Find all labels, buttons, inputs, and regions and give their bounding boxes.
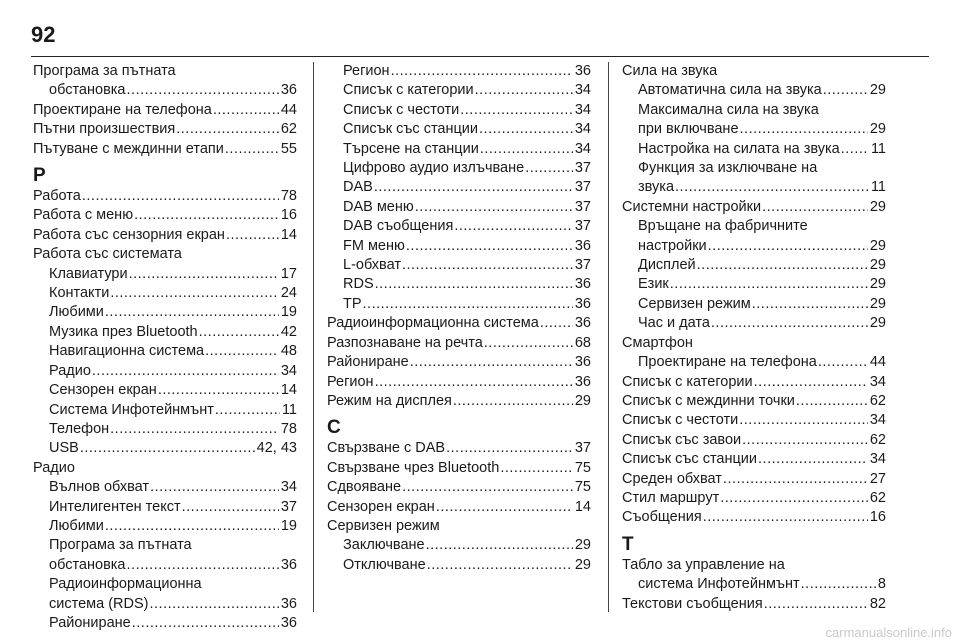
- index-entry-label: Навигационна система: [49, 343, 205, 360]
- index-entry-label: Свързване с DAB: [327, 440, 446, 457]
- index-entry-page: 34: [869, 373, 886, 390]
- index-entry-label: Списък с честоти: [343, 101, 460, 118]
- index-entry-page: 36: [574, 237, 591, 254]
- index-entry[interactable]: [622, 275, 886, 294]
- dot-leader: [474, 81, 573, 100]
- index-entry[interactable]: [327, 459, 591, 478]
- index-entry-page: 16: [869, 509, 886, 526]
- index-entry[interactable]: [622, 575, 886, 594]
- index-entry-page: 42, 43: [256, 440, 297, 457]
- index-column-1: [33, 62, 297, 633]
- index-entry-page: 36: [574, 63, 591, 79]
- index-entry-label: система Инфотейнмънт: [638, 576, 800, 593]
- index-entry-label: Час и дата: [638, 315, 710, 332]
- dot-leader: [524, 159, 573, 178]
- dot-leader: [702, 508, 868, 527]
- index-entry-page: 78: [280, 420, 297, 437]
- index-entry-label: Автоматична сила на звука: [638, 82, 822, 99]
- index-entry-label: DAB съобщения: [343, 218, 454, 235]
- dot-leader: [79, 439, 255, 458]
- index-entry-label: FM меню: [343, 237, 405, 254]
- index-entry[interactable]: [622, 470, 886, 489]
- dot-leader: [414, 198, 573, 217]
- index-entry-page: 36: [574, 276, 591, 293]
- dot-leader: [149, 478, 279, 497]
- dot-leader: [225, 226, 279, 245]
- index-entry-page: 62: [280, 121, 297, 138]
- index-entry-page: 14: [574, 498, 591, 515]
- index-column-3: [622, 62, 886, 614]
- dot-leader: [109, 284, 279, 303]
- index-entry-label: Контакти: [49, 285, 110, 302]
- index-entry[interactable]: [327, 159, 591, 178]
- index-entry[interactable]: [327, 275, 591, 294]
- index-entry[interactable]: [327, 120, 591, 139]
- index-entry-text: Табло за управление на: [622, 556, 785, 573]
- index-entry[interactable]: [327, 178, 591, 197]
- index-entry-label: Проектиране на телефона: [638, 354, 817, 371]
- dot-leader: [405, 237, 573, 256]
- dot-leader: [224, 140, 279, 159]
- dot-leader: [374, 275, 573, 294]
- index-entry-label: Стил маршрут: [622, 489, 720, 506]
- index-entry[interactable]: [327, 62, 591, 81]
- index-entry-text: Максимална сила на звука: [638, 101, 819, 118]
- index-entry-label: звука: [638, 179, 675, 196]
- index-entry[interactable]: [622, 120, 886, 139]
- index-entry-page: 8: [877, 576, 886, 593]
- dot-leader: [204, 342, 279, 361]
- index-entry-label: Списък с категории: [343, 82, 474, 99]
- index-entry-page: 68: [574, 334, 591, 351]
- dot-leader: [445, 439, 573, 458]
- index-entry-page: 29: [869, 82, 886, 99]
- index-entry-label: Любими: [49, 517, 104, 534]
- index-entry[interactable]: [622, 256, 886, 275]
- index-entry-label: Списък с междинни точки: [622, 392, 795, 409]
- index-entry-page: 37: [574, 160, 591, 177]
- index-entry-text: Функция за изключване на: [638, 160, 818, 177]
- index-entry-label: L-обхват: [343, 257, 401, 274]
- column-divider: [608, 62, 609, 612]
- index-entry-label: Списък със станции: [622, 451, 758, 468]
- index-entry-text: Радио: [33, 459, 75, 476]
- index-entry-label: USB: [49, 440, 79, 457]
- index-entry-page: 44: [280, 101, 297, 118]
- watermark-logo: carmanualsonline.info: [825, 625, 952, 640]
- index-entry-page: 37: [574, 179, 591, 196]
- index-entry[interactable]: [622, 392, 886, 411]
- index-entry-label: Списък със завои: [622, 431, 742, 448]
- index-entry-text: Сила на звука: [622, 63, 718, 79]
- index-entry[interactable]: [327, 81, 591, 100]
- index-entry-label: Среден обхват: [622, 470, 722, 487]
- index-entry-page: 42: [280, 323, 297, 340]
- index-entry[interactable]: [327, 373, 591, 392]
- index-entry[interactable]: [327, 237, 591, 256]
- dot-leader: [763, 595, 868, 614]
- index-entry[interactable]: [622, 595, 886, 614]
- dot-leader: [373, 178, 573, 197]
- index-entry-label: Списък с честоти: [622, 412, 739, 429]
- index-entry[interactable]: [327, 140, 591, 159]
- index-entry[interactable]: [33, 303, 297, 322]
- index-entry[interactable]: [622, 295, 886, 314]
- index-entry-page: 55: [280, 140, 297, 157]
- index-entry-text: Програма за пътната: [49, 537, 192, 554]
- index-entry-label: Клавиатури: [49, 265, 128, 282]
- index-entry-page: 27: [869, 470, 886, 487]
- index-entry-page: 14: [280, 382, 297, 399]
- index-entry-label: Телефон: [49, 420, 110, 437]
- index-entry-label: DAB меню: [343, 198, 414, 215]
- index-entry-page: 36: [574, 373, 591, 390]
- index-entry-page: 48: [280, 343, 297, 360]
- index-entry-label: Свързване чрез Bluetooth: [327, 459, 500, 476]
- index-entry-label: Интелигентен текст: [49, 498, 181, 515]
- index-entry[interactable]: [622, 198, 886, 217]
- index-entry[interactable]: [33, 478, 297, 497]
- index-entry-label: Съобщения: [622, 509, 702, 526]
- index-entry-label: Музика през Bluetooth: [49, 323, 198, 340]
- index-entry[interactable]: [327, 256, 591, 275]
- index-entry-page: 36: [574, 354, 591, 371]
- index-entry[interactable]: [33, 517, 297, 536]
- index-entry-label: Системни настройки: [622, 198, 762, 215]
- index-entry[interactable]: [622, 450, 886, 469]
- index-entry-page: 34: [574, 82, 591, 99]
- index-entry-page: 37: [574, 440, 591, 457]
- index-entry-label: Дисплей: [638, 257, 696, 274]
- index-entry[interactable]: [33, 140, 297, 159]
- index-entry[interactable]: [33, 381, 297, 400]
- index-entry[interactable]: [622, 314, 886, 333]
- dot-leader: [198, 323, 279, 342]
- index-entry-page: 19: [280, 304, 297, 321]
- index-entry[interactable]: [622, 140, 886, 159]
- dot-leader: [483, 334, 573, 353]
- index-entry-label: Радио: [49, 362, 91, 379]
- index-entry[interactable]: [622, 353, 886, 372]
- index-entry[interactable]: [327, 353, 591, 372]
- index-entry-page: 75: [574, 479, 591, 496]
- dot-leader: [707, 237, 868, 256]
- dot-leader: [499, 459, 573, 478]
- dot-leader: [435, 498, 573, 517]
- index-entry-label: настройки: [638, 237, 707, 254]
- index-entry-page: 36: [280, 556, 297, 573]
- index-entry[interactable]: [33, 401, 297, 420]
- index-letter-heading: С: [327, 417, 341, 439]
- index-entry-text: Сервизен режим: [327, 517, 440, 534]
- dot-leader: [131, 614, 279, 633]
- index-entry-page: 29: [869, 315, 886, 332]
- index-entry-label: Сдвояване: [327, 479, 402, 496]
- dot-leader: [453, 217, 573, 236]
- index-entry-page: 29: [574, 537, 591, 554]
- dot-leader: [738, 411, 868, 430]
- index-entry-label: Пътуване с междинни етапи: [33, 140, 224, 157]
- index-letter-heading: Р: [33, 165, 46, 187]
- index-entry-page: 36: [574, 295, 591, 312]
- dot-leader: [390, 62, 573, 81]
- index-entry-page: 24: [280, 285, 297, 302]
- index-entry-page: 34: [280, 362, 297, 379]
- index-entry-page: 36: [280, 595, 297, 612]
- index-entry-label: Сензорен екран: [327, 498, 435, 515]
- dot-leader: [800, 575, 876, 594]
- dot-leader: [795, 392, 868, 411]
- index-entry[interactable]: [33, 81, 297, 100]
- dot-leader: [401, 256, 573, 275]
- dot-leader: [452, 392, 573, 411]
- index-entry-page: 36: [280, 614, 297, 631]
- index-entry-page: 29: [869, 121, 886, 138]
- dot-leader: [181, 498, 279, 517]
- index-entry-page: 34: [869, 412, 886, 429]
- dot-leader: [722, 470, 868, 489]
- index-entry[interactable]: [33, 420, 297, 439]
- dot-leader: [459, 101, 573, 120]
- dot-leader: [719, 489, 868, 508]
- dot-leader: [148, 595, 278, 614]
- index-letter-heading: Т: [622, 533, 634, 555]
- index-entry[interactable]: [327, 536, 591, 555]
- index-entry-page: 34: [574, 101, 591, 118]
- index-entry-page: 29: [869, 295, 886, 312]
- index-entry-label: Търсене на станции: [343, 140, 479, 157]
- index-entry-label: Език: [638, 276, 669, 293]
- index-entry[interactable]: [622, 508, 886, 527]
- dot-leader: [757, 450, 868, 469]
- dot-leader: [126, 81, 279, 100]
- index-entry[interactable]: [327, 439, 591, 458]
- index-entry-page: 16: [280, 207, 297, 224]
- dot-leader: [741, 431, 868, 450]
- index-entry-label: Списък с категории: [622, 373, 753, 390]
- dot-leader: [409, 353, 573, 372]
- index-entry[interactable]: [327, 217, 591, 236]
- index-entry-label: Работа: [33, 188, 81, 205]
- index-entry-label: Работа с меню: [33, 207, 134, 224]
- index-entry-page: 29: [869, 198, 886, 215]
- index-entry-page: 34: [280, 479, 297, 496]
- page-number: 92: [31, 22, 56, 47]
- dot-leader: [674, 178, 869, 197]
- index-entry[interactable]: [327, 295, 591, 314]
- index-entry[interactable]: [622, 178, 886, 197]
- index-entry-page: 29: [869, 237, 886, 254]
- index-entry[interactable]: [327, 556, 591, 575]
- dot-leader: [81, 187, 279, 206]
- index-entry-label: обстановка: [49, 82, 126, 99]
- index-entry-label: Система Инфотейнмънт: [49, 401, 214, 418]
- index-entry-page: 34: [574, 121, 591, 138]
- dot-leader: [539, 314, 573, 333]
- index-entry[interactable]: [33, 265, 297, 284]
- index-entry-label: Списък със станции: [343, 121, 479, 138]
- index-entry-page: 37: [574, 198, 591, 215]
- index-entry-page: 29: [574, 556, 591, 573]
- index-entry[interactable]: [33, 342, 297, 361]
- dot-leader: [696, 256, 868, 275]
- index-column-2: [327, 62, 591, 575]
- index-entry-page: 11: [870, 140, 886, 157]
- index-entry-page: 36: [574, 315, 591, 332]
- index-entry-page: 37: [280, 498, 297, 515]
- index-entry[interactable]: [33, 187, 297, 206]
- index-entry-page: 37: [574, 218, 591, 235]
- index-entry-label: Работа със сензорния екран: [33, 226, 225, 243]
- index-entry[interactable]: [33, 284, 297, 303]
- index-entry-label: Райониране: [327, 354, 409, 371]
- index-entry[interactable]: [33, 323, 297, 342]
- dot-leader: [126, 556, 279, 575]
- index-entry-page: 19: [280, 517, 297, 534]
- index-entry-label: Настройка на силата на звука: [638, 140, 840, 157]
- dot-leader: [425, 536, 573, 555]
- dot-leader: [761, 198, 868, 217]
- index-entry-label: RDS: [343, 276, 374, 293]
- index-entry-text: Връщане на фабричните: [638, 218, 808, 235]
- index-entry-label: Радиоинформационна система: [327, 315, 539, 332]
- index-entry-text: Смартфон: [622, 334, 693, 351]
- index-entry-page: 36: [280, 82, 297, 99]
- index-entry-label: Заключване: [343, 537, 425, 554]
- dot-leader: [840, 140, 869, 159]
- dot-leader: [426, 556, 573, 575]
- dot-leader: [104, 517, 279, 536]
- index-entry[interactable]: [622, 489, 886, 508]
- index-entry[interactable]: [33, 206, 297, 225]
- dot-leader: [133, 206, 279, 225]
- dot-leader: [128, 265, 279, 284]
- index-entry-page: 29: [869, 257, 886, 274]
- index-entry[interactable]: [622, 237, 886, 256]
- index-entry[interactable]: [622, 373, 886, 392]
- index-entry-label: Вълнов обхват: [49, 479, 150, 496]
- index-entry-label: Отключване: [343, 556, 426, 573]
- index-entry-page: 82: [869, 595, 886, 612]
- dot-leader: [478, 120, 573, 139]
- index-entry[interactable]: [622, 411, 886, 430]
- index-entry[interactable]: [327, 334, 591, 353]
- index-entry[interactable]: [327, 314, 591, 333]
- index-entry-page: 75: [574, 459, 591, 476]
- index-entry-label: DAB: [343, 179, 373, 196]
- dot-leader: [214, 401, 280, 420]
- index-entry-text: Работа със системата: [33, 246, 182, 263]
- index-entry-page: 11: [870, 179, 886, 196]
- index-entry-label: Цифрово аудио излъчване: [343, 160, 525, 177]
- index-entry[interactable]: [33, 226, 297, 245]
- index-entry-page: 11: [281, 401, 297, 418]
- dot-leader: [175, 120, 279, 139]
- index-entry-page: 62: [869, 489, 886, 506]
- index-entry[interactable]: [622, 81, 886, 100]
- index-entry-label: Любими: [49, 304, 104, 321]
- index-entry-page: 44: [869, 354, 886, 371]
- index-entry-label: при включване: [638, 121, 739, 138]
- index-entry-label: обстановка: [49, 556, 126, 573]
- index-entry-page: 29: [869, 276, 886, 293]
- index-entry[interactable]: [33, 362, 297, 381]
- index-entry[interactable]: [327, 478, 591, 497]
- dot-leader: [212, 101, 279, 120]
- index-entry-label: Регион: [327, 373, 374, 390]
- index-entry-label: Разпознаване на речта: [327, 334, 483, 351]
- index-entry-label: Режим на дисплея: [327, 392, 452, 409]
- index-entry-page: 29: [574, 392, 591, 409]
- index-entry-page: 78: [280, 188, 297, 205]
- dot-leader: [739, 120, 868, 139]
- index-entry[interactable]: [33, 556, 297, 575]
- dot-leader: [751, 295, 868, 314]
- index-entry-page: 37: [574, 257, 591, 274]
- dot-leader: [753, 373, 868, 392]
- index-entry[interactable]: [33, 498, 297, 517]
- index-entry-text: Радиоинформационна: [49, 576, 202, 593]
- index-entry-text: Програма за пътната: [33, 63, 176, 79]
- index-entry[interactable]: [33, 101, 297, 120]
- index-entry-label: Сервизен режим: [638, 295, 751, 312]
- index-entry-label: Пътни произшествия: [33, 121, 176, 138]
- index-entry[interactable]: [33, 439, 297, 458]
- index-entry[interactable]: [327, 392, 591, 411]
- index-entry-label: система (RDS): [49, 595, 149, 612]
- index-entry-page: 17: [280, 265, 297, 282]
- index-entry-label: Райониране: [49, 614, 131, 631]
- index-entry-label: TP: [343, 295, 362, 312]
- index-entry[interactable]: [33, 595, 297, 614]
- dot-leader: [401, 478, 573, 497]
- index-entry-label: Сензорен екран: [49, 382, 157, 399]
- index-entry-page: 14: [280, 226, 297, 243]
- index-entry-page: 62: [869, 431, 886, 448]
- dot-leader: [479, 140, 573, 159]
- header-rule: [31, 56, 929, 57]
- dot-leader: [104, 303, 279, 322]
- index-entry-page: 34: [869, 451, 886, 468]
- index-entry[interactable]: [327, 101, 591, 120]
- index-entry-page: 62: [869, 392, 886, 409]
- dot-leader: [817, 353, 868, 372]
- dot-leader: [157, 381, 279, 400]
- dot-leader: [91, 362, 279, 381]
- index-entry[interactable]: [622, 431, 886, 450]
- dot-leader: [374, 373, 573, 392]
- dot-leader: [669, 275, 868, 294]
- index-entry[interactable]: [327, 498, 591, 517]
- index-entry-label: Текстови съобщения: [622, 595, 763, 612]
- index-entry-page: 34: [574, 140, 591, 157]
- dot-leader: [109, 420, 279, 439]
- index-entry-label: Регион: [343, 63, 390, 79]
- index-entry[interactable]: [33, 614, 297, 633]
- index-entry-label: Проектиране на телефона: [33, 101, 212, 118]
- dot-leader: [822, 81, 868, 100]
- dot-leader: [362, 295, 573, 314]
- column-divider: [313, 62, 314, 612]
- index-entry[interactable]: [33, 120, 297, 139]
- index-entry[interactable]: [327, 198, 591, 217]
- dot-leader: [710, 314, 868, 333]
